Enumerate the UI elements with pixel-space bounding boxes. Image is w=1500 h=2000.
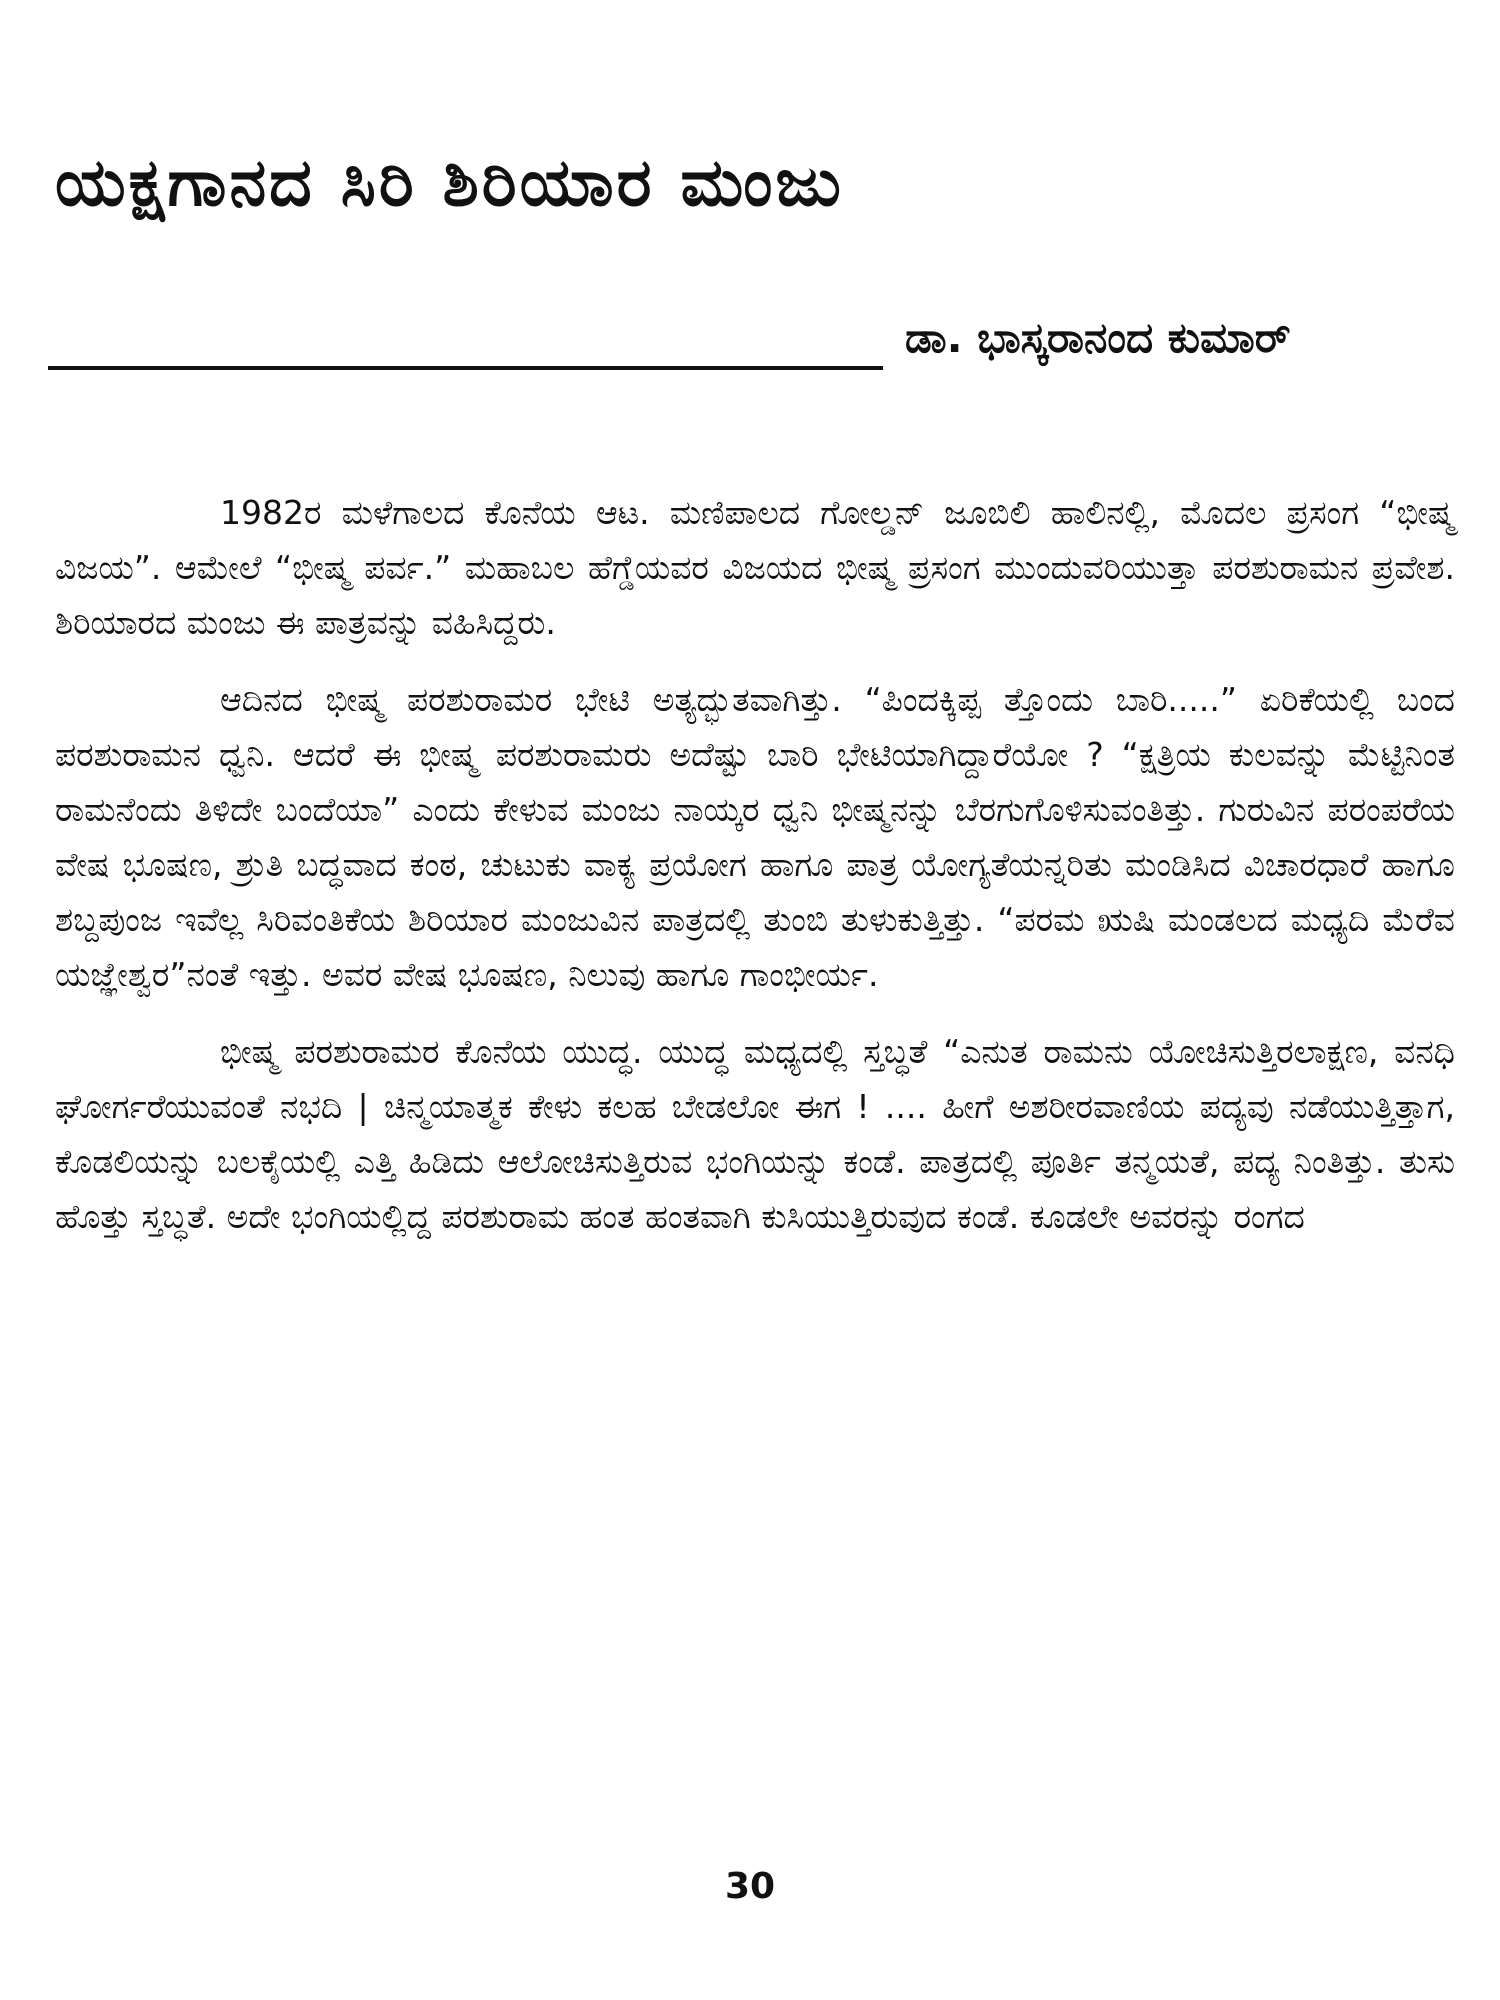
byline-rule <box>48 366 883 370</box>
paragraph-1: 1982ರ ಮಳೆಗಾಲದ ಕೊನೆಯ ಆಟ. ಮಣಿಪಾಲದ ಗೋಲ್ಡನ್ ಜೂಬಿಲಿ ಹಾಲಿನಲ್ಲಿ, ಮೊದಲ ಪ್ರಸಂಗ “ಭೀಷ್ಮ ವಿಜಯ”. ಆಮೇಲೆ “ಭೀಷ್ಮ ಪರ್ವ.” ಮಹಾಬಲ ಹೆಗ್ಡೆಯವರ ವಿಜಯದ ಭೀಷ್ಮ ಪ್ರಸಂಗ ಮುಂದುವರಿಯುತ್ತಾ ಪರಶುರಾಮನ ಪ್ರವೇಶ. ಶಿರಿಯಾರದ ಮಂಜು ಈ ಪಾತ್ರವನ್ನು ವಹಿಸಿದ್ದರು. <box>55 493 1455 642</box>
paragraph-2: ಆದಿನದ ಭೀಷ್ಮ ಪರಶುರಾಮರ ಭೇಟಿ ಅತ್ಯದ್ಭುತವಾಗಿತ್ತು. “ಪಿಂದಕ್ಕಿಪ್ಪ ತ್ತೊಂದು ಬಾರಿ.....” ಏರಿಕೆಯಲ್ಲಿ ಬಂದ ಪರಶುರಾಮನ ಧ್ವನಿ. ಆದರೆ ಈ ಭೀಷ್ಮ ಪರಶುರಾಮರು ಅದೆಷ್ಟು ಬಾರಿ ಭೇಟಿಯಾಗಿದ್ದಾರೆಯೋ ? “ಕ್ಷತ್ರಿಯ ಕುಲವನ್ನು ಮೆಟ್ಟಿನಿಂತ ರಾಮನೆಂದು ತಿಳಿದೇ ಬಂದೆಯಾ” ಎಂದು ಕೇಳುವ ಮಂಜು ನಾಯ್ಕರ ಧ್ವನಿ ಭೀಷ್ಮನನ್ನು ಬೆರಗುಗೊಳಿಸುವಂತಿತ್ತು. ಗುರುವಿನ ಪರಂಪರೆಯ ವೇಷ ಭೂಷಣ, ಶ್ರುತಿ ಬದ್ಧವಾದ ಕಂಠ, ಚುಟುಕು ವಾಕ್ಯ ಪ್ರಯೋಗ ಹಾಗೂ ಪಾತ್ರ ಯೋಗ್ಯತೆಯನ್ನರಿತು ಮಂಡಿಸಿದ ವಿಚಾರಧಾರೆ ಹಾಗೂ ಶಬ್ದಪುಂಜ ಇವೆಲ್ಲ ಸಿರಿವಂತಿಕೆಯ ಶಿರಿಯಾರ ಮಂಜುವಿನ ಪಾತ್ರದಲ್ಲಿ ತುಂಬಿ ತುಳುಕುತ್ತಿತ್ತು. “ಪರಮ ಋಷಿ ಮಂಡಲದ ಮಧ್ಯದಿ ಮೆರೆವ ಯಜ್ಞೇಶ್ವರ”ನಂತೆ ಇತ್ತು. ಅವರ ವೇಷ ಭೂಷಣ, ನಿಲುವು ಹಾಗೂ ಗಾಂಭೀರ್ಯ. <box>55 680 1455 994</box>
page-number: 30 <box>724 1866 776 1907</box>
article-title: ಯಕ್ಷಗಾನದ ಸಿರಿ ಶಿರಿಯಾರ ಮಂಜು <box>55 144 844 221</box>
paragraph-3: ಭೀಷ್ಮ ಪರಶುರಾಮರ ಕೊನೆಯ ಯುದ್ಧ. ಯುದ್ಧ ಮಧ್ಯದಲ್ಲಿ ಸ್ತಬ್ಧತೆ “ಎನುತ ರಾಮನು ಯೋಚಿಸುತ್ತಿರಲಾಕ್ಷಣ, ವನಧಿ ಘೋರ್ಗರೆಯುವಂತೆ ನಭದಿ | ಚಿನ್ಮಯಾತ್ಮಕ ಕೇಳು ಕಲಹ ಬೇಡಲೋ ಈಗ ! .... ಹೀಗೆ ಅಶರೀರವಾಣಿಯ ಪದ್ಯವು ನಡೆಯುತ್ತಿತ್ತಾಗ, ಕೊಡಲಿಯನ್ನು ಬಲಕೈಯಲ್ಲಿ ಎತ್ತಿ ಹಿಡಿದು ಆಲೋಚಿಸುತ್ತಿರುವ ಭಂಗಿಯನ್ನು ಕಂಡೆ. ಪಾತ್ರದಲ್ಲಿ ಪೂರ್ತಿ ತನ್ಮಯತೆ, ಪದ್ಯ ನಿಂತಿತ್ತು. ತುಸು ಹೊತ್ತು ಸ್ತಬ್ಧತೆ. ಅದೇ ಭಂಗಿಯಲ್ಲಿದ್ದ ಪರಶುರಾಮ ಹಂತ ಹಂತವಾಗಿ ಕುಸಿಯುತ್ತಿರುವುದ ಕಂಡೆ. ಕೂಡಲೇ ಅವರನ್ನು ರಂಗದ <box>55 1032 1455 1236</box>
article-body <box>55 485 1455 1266</box>
author-byline: ಡಾ. ಭಾಸ್ಕರಾನಂದ ಕುಮಾರ್ <box>905 313 1291 362</box>
